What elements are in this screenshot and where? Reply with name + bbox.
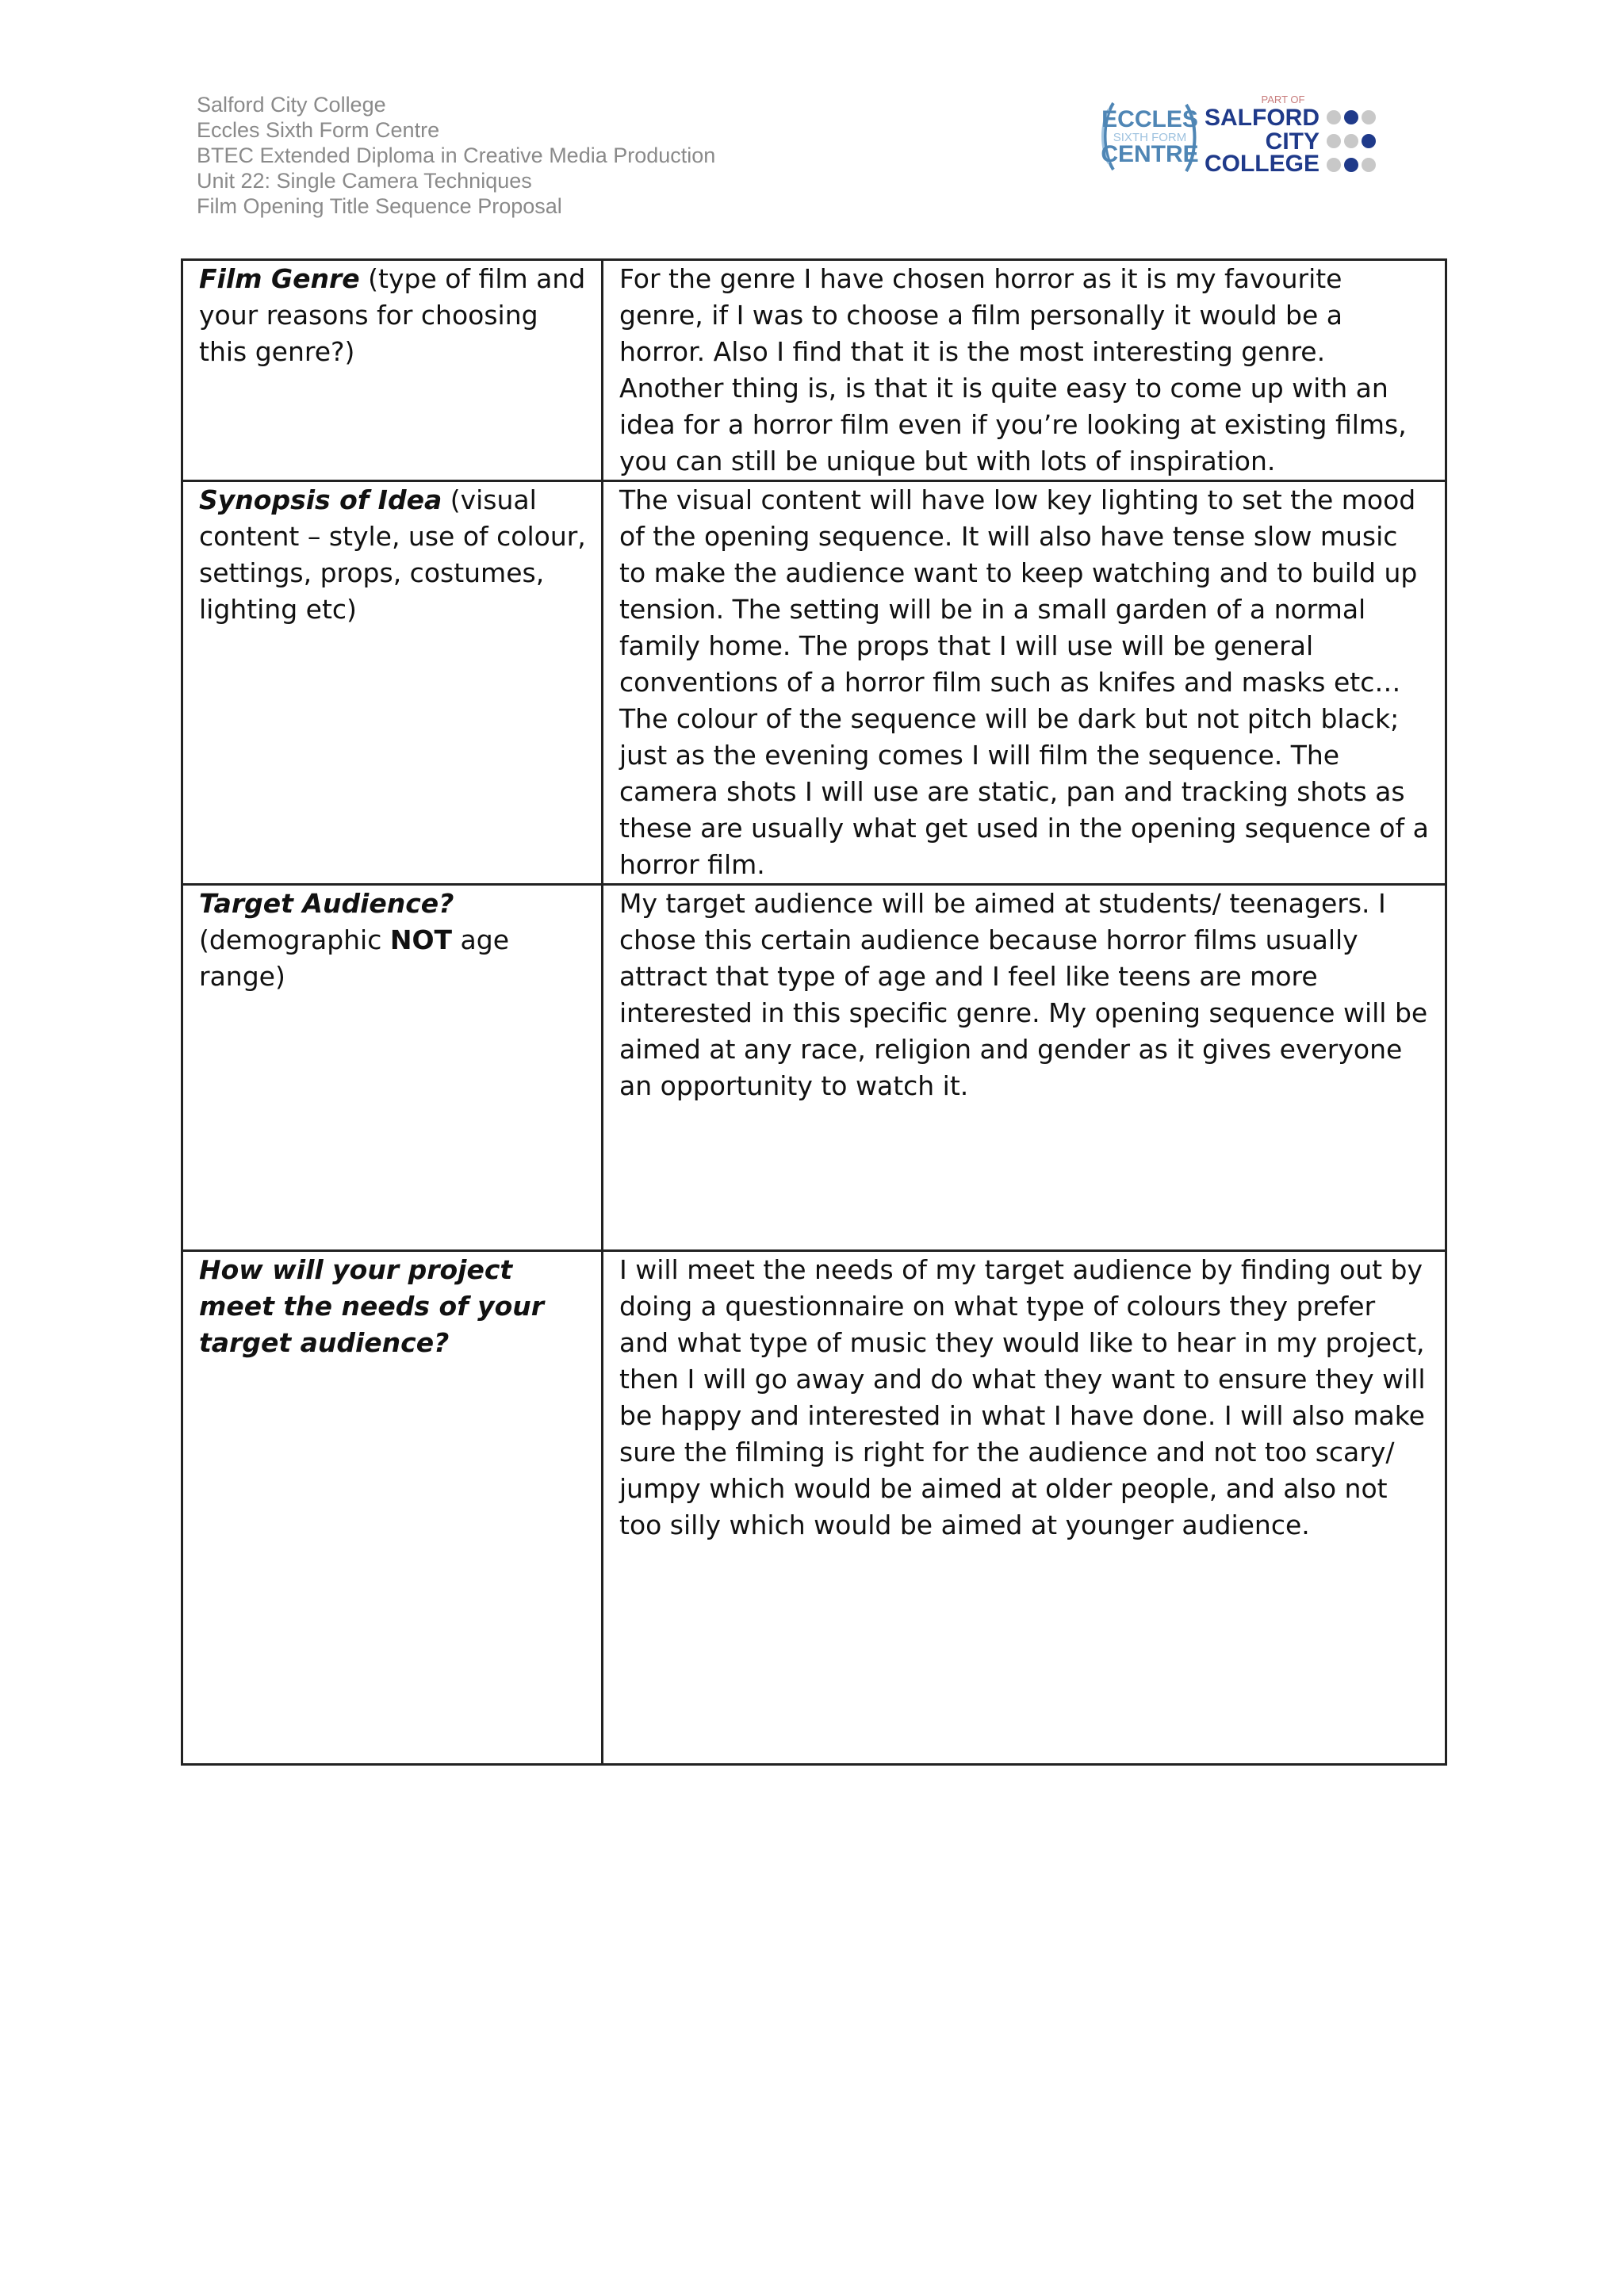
svg-text:CENTRE: CENTRE [1101, 141, 1199, 167]
question-meet-needs [182, 1251, 603, 1765]
college-logos [1099, 89, 1432, 184]
document-header [197, 92, 715, 219]
svg-text:SIXTH FORM: SIXTH FORM [1113, 131, 1187, 144]
header-college: Salford City College [197, 93, 386, 117]
row-meet-needs [182, 1251, 1446, 1765]
answer-film-genre-text: For the genre I have chosen horror as it is my favourite genre, if I was to choose a film personally it would be a horror. Also I find that it is the most interesting genre. Another thing is, is that it is quite easy to come up with an idea for a horror film even if you’re looking at existing films, you can still be unique but with lots of inspiration. [619, 263, 1407, 476]
hint-target-audience: (demographic NOT age range) [199, 924, 510, 992]
label-target-audience: Target Audience? [199, 888, 454, 919]
answer-synopsis [603, 481, 1446, 885]
answer-target-audience [603, 885, 1446, 1251]
label-meet-needs: How will your project meet the needs of your target audience? [199, 1254, 545, 1358]
answer-synopsis-paragraph-1: The visual content will have low key lighting to set the mood of the opening sequence. It will also have tense slow music to make the audience want to keep watching and to build up tension. The setting will be in a small garden of a normal family home. The props that I will use will be general conventions of a horror film such as knifes and masks etc… [619, 484, 1418, 698]
answer-meet-needs-text: I will meet the needs of my target audience by finding out by doing a questionnaire on what type of colours they prefer and what type of music they would like to hear in my project, then I will go away and do what they want to ensure they will be happy and interested in what I have done. I will also make sure the filming is right for the audience and not too scary/ jumpy which would be aimed at older people, and also not too silly which would be aimed at younger audience. [619, 1254, 1426, 1540]
label-film-genre: Film Genre [199, 263, 360, 294]
header-unit: Unit 22: Single Camera Techniques [197, 169, 532, 193]
logos [1099, 89, 1432, 184]
question-film-genre [182, 260, 603, 481]
question-target-audience [182, 885, 603, 1251]
proposal-table [181, 258, 1447, 1766]
row-target-audience [182, 885, 1446, 1251]
row-synopsis [182, 481, 1446, 885]
header-document-title: Film Opening Title Sequence Proposal [197, 194, 562, 218]
label-synopsis: Synopsis of Idea [199, 484, 442, 515]
answer-film-genre [603, 260, 1446, 481]
svg-text:CITY: CITY [1265, 128, 1320, 155]
svg-text:PART OF: PART OF [1261, 94, 1305, 105]
eccles-logo [1101, 103, 1198, 171]
svg-text:COLLEGE: COLLEGE [1204, 151, 1320, 177]
answer-meet-needs [603, 1251, 1446, 1765]
hint-synopsis: (visual content – style, use of colour, settings, props, costumes, lighting etc) [199, 484, 586, 625]
answer-synopsis-paragraph-2: The colour of the sequence will be dark but not pitch black; just as the evening comes I will film the sequence. The camera shots I will use are static, pan and tracking shots as these are usually what get used in the opening sequence of a horror film. [619, 703, 1429, 880]
row-film-genre [182, 260, 1446, 481]
header-centre: Eccles Sixth Form Centre [197, 118, 440, 142]
svg-text:SALFORD: SALFORD [1205, 105, 1320, 131]
answer-target-audience-text: My target audience will be aimed at students/ teenagers. I chose this certain audience because horror films usually attract that type of age and I feel like teens are more interested in this specific genre. My opening sequence will be aimed at any race, religion and gender as it gives everyone an opportunity to watch it. [619, 888, 1428, 1101]
svg-text:ECCLES: ECCLES [1101, 106, 1198, 132]
salford-city-college-logo [1205, 94, 1376, 177]
hint-film-genre: (type of film and your reasons for choosing this genre?) [199, 263, 586, 367]
header-course: BTEC Extended Diploma in Creative Media Production [197, 144, 716, 167]
question-synopsis [182, 481, 603, 885]
